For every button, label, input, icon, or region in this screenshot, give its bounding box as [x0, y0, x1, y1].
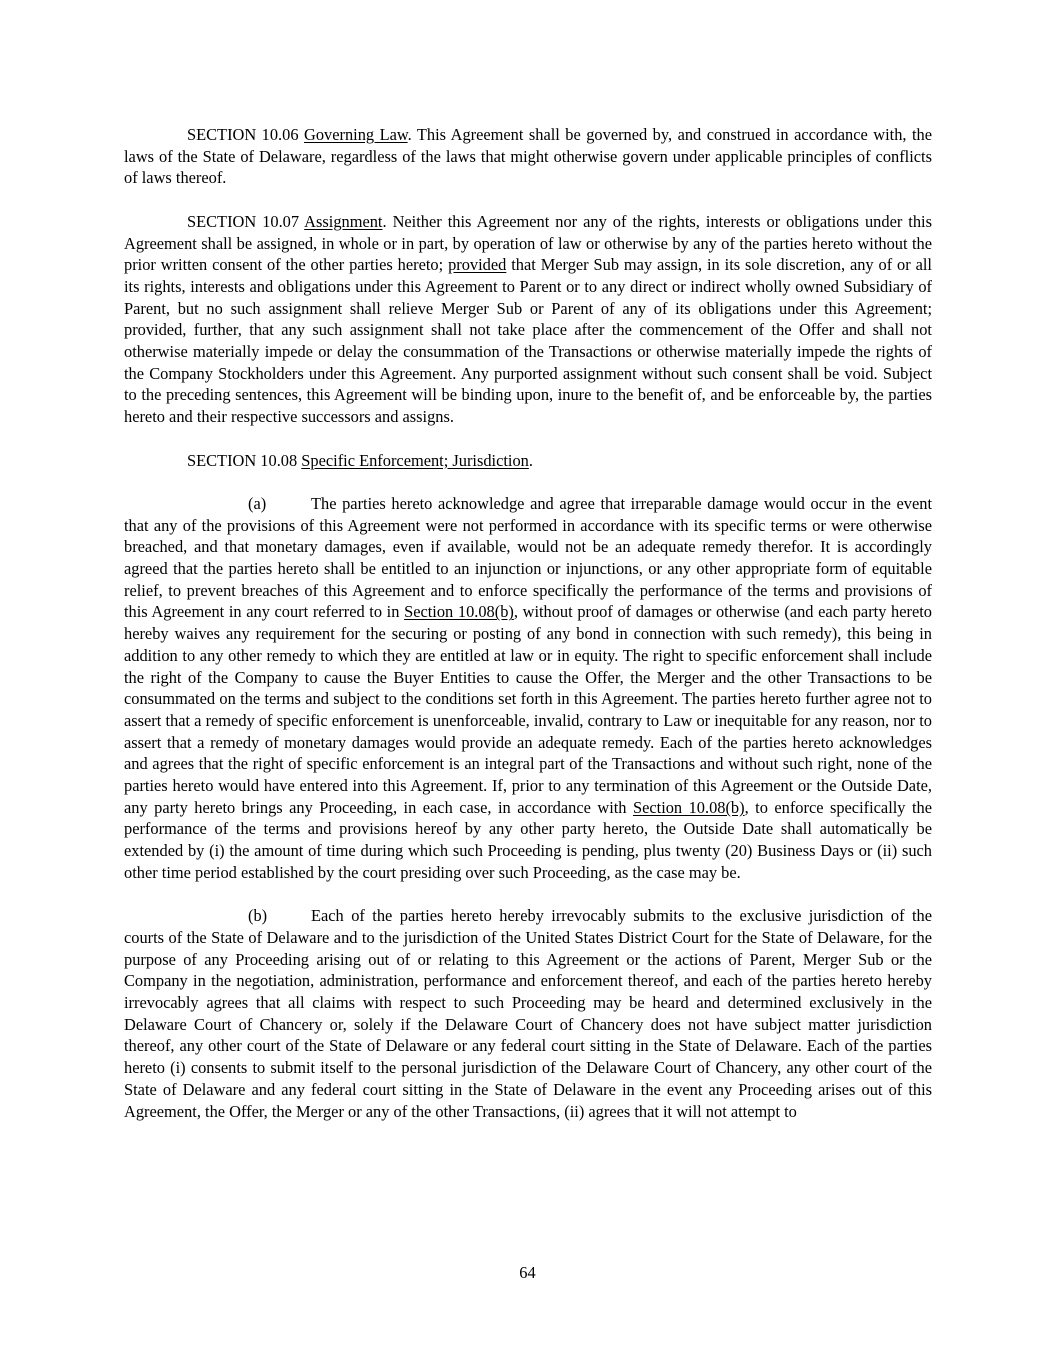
cross-reference-link: Section 10.08(b): [632, 797, 745, 817]
section-number: SECTION 10.06: [187, 125, 299, 144]
subsection-label: (a): [248, 493, 267, 513]
section-heading-specific-enforcement: Specific Enforcement; Jurisdiction: [301, 450, 529, 470]
subsection-body-part-1: The parties hereto acknowledge and agree that irreparable damage would occur in the event that any of the provisions of this Agreement were not performed in accordance with its specific terms or were otherwise breached, and that monetary damages, even if available, would not be an adequate remedy therefor. It is accordingly agreed that the parties hereto shall be entitled to an injunction or injunctions, or any other appropriate form of equitable relief, to prevent breaches of this Agreement and to enforce specifically the performance of the terms and provisions of this Agreement in any court referred to in: [124, 493, 932, 622]
subsection-a: [124, 493, 932, 884]
page-number: 64: [519, 1263, 536, 1282]
provided-term: provided: [448, 255, 507, 275]
subsection-body-part-2: , without proof of damages or otherwise (and each party hereto hereby waives any requirement for the securing or posting of any bond in connection with such remedy), this being in addition to any other remedy to which they are entitled at law or in equity. The right to specific enforcement shall include the right of the Company to cause the Buyer Entities to cause the Offer, the Merger and the other Transactions to be consummated on the terms and subject to the conditions set forth in this Agreement. The parties hereto further agree not to assert that a remedy of specific enforcement is unenforceable, invalid, contrary to Law or inequitable for any reason, nor to assert that a remedy of monetary damages would provide an adequate remedy. Each of the parties hereto acknowledges and agrees that the right of specific enforcement is an integral part of the Transactions and without such right, none of the parties hereto would have entered into this Agreement. If, prior to any termination of this Agreement or the Outside Date, any party hereto brings any Proceeding, in each case, in accordance with: [124, 602, 932, 817]
section-10-06: [124, 124, 932, 189]
section-heading-end: .: [528, 450, 533, 470]
section-body-part-1: . Neither this Agreement nor any of the rights, interests or obligations under this Agreement shall be assigned, in whole or in part, by operation of law or otherwise by any of the parties hereto without the prior written consent of the other parties hereto;: [124, 211, 932, 275]
section-heading-assignment: Assignment: [304, 211, 383, 231]
subsection-body: Each of the parties hereto hereby irrevocably submits to the exclusive jurisdiction of the courts of the State of Delaware and to the jurisdiction of the United States District Court for the State of Delaware, for the purpose of any Proceeding arising out of or relating to this Agreement or the actions of Parent, Merger Sub or the Company in the negotiation, administration, performance and enforcement thereof, and each of the parties hereto hereby irrevocably agrees that all claims with respect to such Proceeding may be heard and determined exclusively in the Delaware Court of Chancery or, solely if the Delaware Court of Chancery does not have subject matter jurisdiction thereof, any other court of the State of Delaware or any federal court sitting in the State of Delaware. Each of the parties hereto (i) consents to submit itself to the personal jurisdiction of the Delaware Court of Chancery, any other court of the State of Delaware and any federal court sitting in the State of Delaware in the event any Proceeding arises out of this Agreement, the Offer, the Merger or any of the other Transactions, (ii) agrees that it will not attempt to: [124, 906, 932, 1121]
section-heading-governing-law: Governing Law: [304, 125, 408, 144]
cross-reference-link: Section 10.08(b): [404, 602, 514, 622]
section-body-part-2: that Merger Sub may assign, in its sole discretion, any of or all its rights, interests and obligations under this Agreement to Parent or to any direct or indirect wholly owned Subsidiary of Parent, but no such assignment shall relieve Merger Sub or Parent of any of its obligations under this Agreement; provided, further, that any such assignment shall not take place after the commencement of the Offer and shall not otherwise materially impede or delay the consummation of the Transactions or otherwise materially impede the rights of the Company Stockholders under this Agreement. Any purported assignment without such consent shall be void. Subject to the preceding sentences, this Agreement will be binding upon, inure to the benefit of, and be enforceable by, the parties hereto and their respective successors and assigns.: [124, 255, 932, 427]
document-page: [124, 124, 932, 1144]
subsection-label: (b): [248, 906, 268, 926]
section-10-07: [124, 211, 932, 428]
section-number: SECTION 10.07: [187, 211, 300, 231]
subsection-b: [124, 905, 932, 1122]
section-body: . This Agreement shall be governed by, and construed in accordance with, the laws of the State of Delaware, regardless of the laws that might otherwise govern under applicable principles of conflicts of laws thereof.: [124, 125, 932, 188]
section-number: SECTION 10.08: [187, 450, 298, 470]
section-10-08: [124, 450, 932, 472]
subsection-body-part-3: , to enforce specifically the performance of the terms and provisions hereof by any other party hereto, the Outside Date shall automatically be extended by (i) the amount of time during which such Proceeding is pending, plus twenty (20) Business Days or (ii) such other time period established by the court presiding over such Proceeding, as the case may be.: [124, 797, 932, 882]
